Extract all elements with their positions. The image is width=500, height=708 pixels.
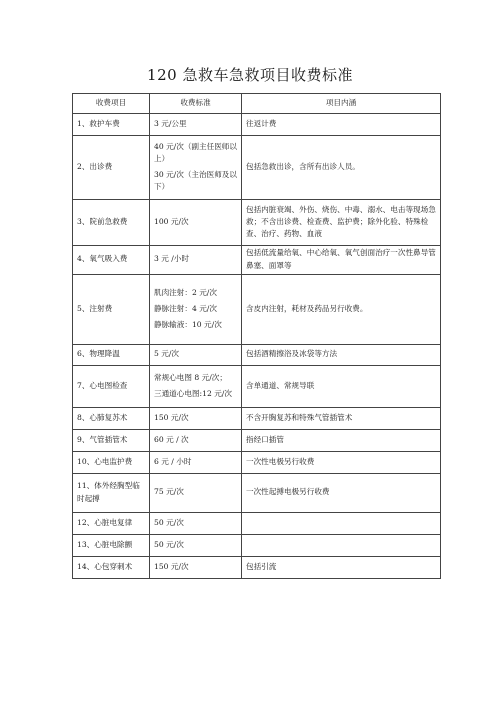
cell-content: 包括低流量给氧、中心给氧、氧气创面治疗一次性鼻导管鼻塞、面罩等 — [242, 245, 441, 274]
cell-item: 12、心脏电复律 — [73, 512, 150, 534]
fee-line: 静脉注射：4 元/次 — [154, 303, 217, 313]
cell-content: 一次性电极另行收费 — [242, 451, 441, 473]
cell-item: 8、心肺复苏术 — [73, 407, 150, 429]
cell-fee: 100 元/次 — [150, 199, 242, 245]
cell-fee: 3 元 /小时 — [150, 245, 242, 274]
table-row — [73, 429, 441, 451]
cell-fee: 150 元/次 — [150, 407, 242, 429]
cell-item: 4、氧气吸入费 — [73, 245, 150, 274]
fee-line: 静脉输液：10 元/次 — [154, 320, 222, 330]
cell-content: 含单通道、常规导联 — [242, 365, 441, 407]
page-title: 120 急救车急救项目收费标准 — [147, 66, 353, 84]
cell-fee: 50 元/次 — [150, 512, 242, 534]
table-row — [73, 365, 441, 407]
cell-content: 含皮内注射，耗材及药品另行收费。 — [242, 274, 441, 344]
cell-item: 6、物理降温 — [73, 344, 150, 365]
cell-content: 包括内脏衰竭、外伤、烧伤、中毒、溺水、电击等现场急救；不含出诊费、检查费、监护费；除外化验、特殊检查、治疗、药物、血液 — [242, 199, 441, 245]
cell-content: 包括酒精擦浴及冰袋等方法 — [242, 344, 441, 365]
table-row — [73, 114, 441, 136]
cell-fee: 6 元 / 小时 — [150, 451, 242, 473]
cell-fee: 75 元/次 — [150, 473, 242, 512]
table-row — [73, 473, 441, 512]
table-row — [73, 407, 441, 429]
cell-item: 11、体外经胸型临时起搏 — [73, 473, 150, 512]
table-row — [73, 245, 441, 274]
table-row — [73, 556, 441, 578]
cell-item: 2、出诊费 — [73, 136, 150, 200]
cell-content: 包括引流 — [242, 556, 441, 578]
table-header-row — [73, 94, 441, 114]
table-row — [73, 534, 441, 556]
fee-line: 30 元/次（主治医师及以下） — [154, 170, 237, 192]
fee-line: 肌肉注射：2 元/次 — [154, 287, 217, 297]
cell-fee: 5 元/次 — [150, 344, 242, 365]
fee-line: 三通道心电图:12 元/次 — [154, 389, 232, 399]
table-row — [73, 136, 441, 200]
fee-line: 常规心电图 8 元/次； — [154, 372, 227, 382]
table-row — [73, 512, 441, 534]
cell-fee — [150, 274, 242, 344]
header-item: 收费项目 — [73, 94, 150, 114]
cell-fee: 50 元/次 — [150, 534, 242, 556]
cell-content: 往返计费 — [242, 114, 441, 136]
cell-item: 13、心脏电除颤 — [73, 534, 150, 556]
cell-fee: 60 元 / 次 — [150, 429, 242, 451]
cell-content: 包括急救出诊，含所有出诊人员。 — [242, 136, 441, 200]
table-row — [73, 199, 441, 245]
table-row — [73, 451, 441, 473]
table-row — [73, 344, 441, 365]
fee-table — [72, 93, 441, 579]
cell-content — [242, 534, 441, 556]
cell-item: 14、心包穿刺术 — [73, 556, 150, 578]
cell-item: 7、心电图检查 — [73, 365, 150, 407]
cell-content: 不含开胸复苏和特殊气管插管术 — [242, 407, 441, 429]
cell-item: 5、注射费 — [73, 274, 150, 344]
fee-line: 40 元/次（副主任医师以上） — [154, 142, 237, 164]
cell-fee — [150, 365, 242, 407]
cell-fee — [150, 136, 242, 200]
cell-item: 3、院前急救费 — [73, 199, 150, 245]
cell-item: 10、心电监护费 — [73, 451, 150, 473]
header-content: 项目内涵 — [242, 94, 441, 114]
header-fee: 收费标准 — [150, 94, 242, 114]
table-row — [73, 274, 441, 344]
cell-content — [242, 512, 441, 534]
cell-item: 1、救护车费 — [73, 114, 150, 136]
cell-fee: 150 元/次 — [150, 556, 242, 578]
cell-item: 9、气管插管术 — [73, 429, 150, 451]
cell-content: 指经口插管 — [242, 429, 441, 451]
cell-content: 一次性起搏电极另行收费 — [242, 473, 441, 512]
cell-fee: 3 元/公里 — [150, 114, 242, 136]
